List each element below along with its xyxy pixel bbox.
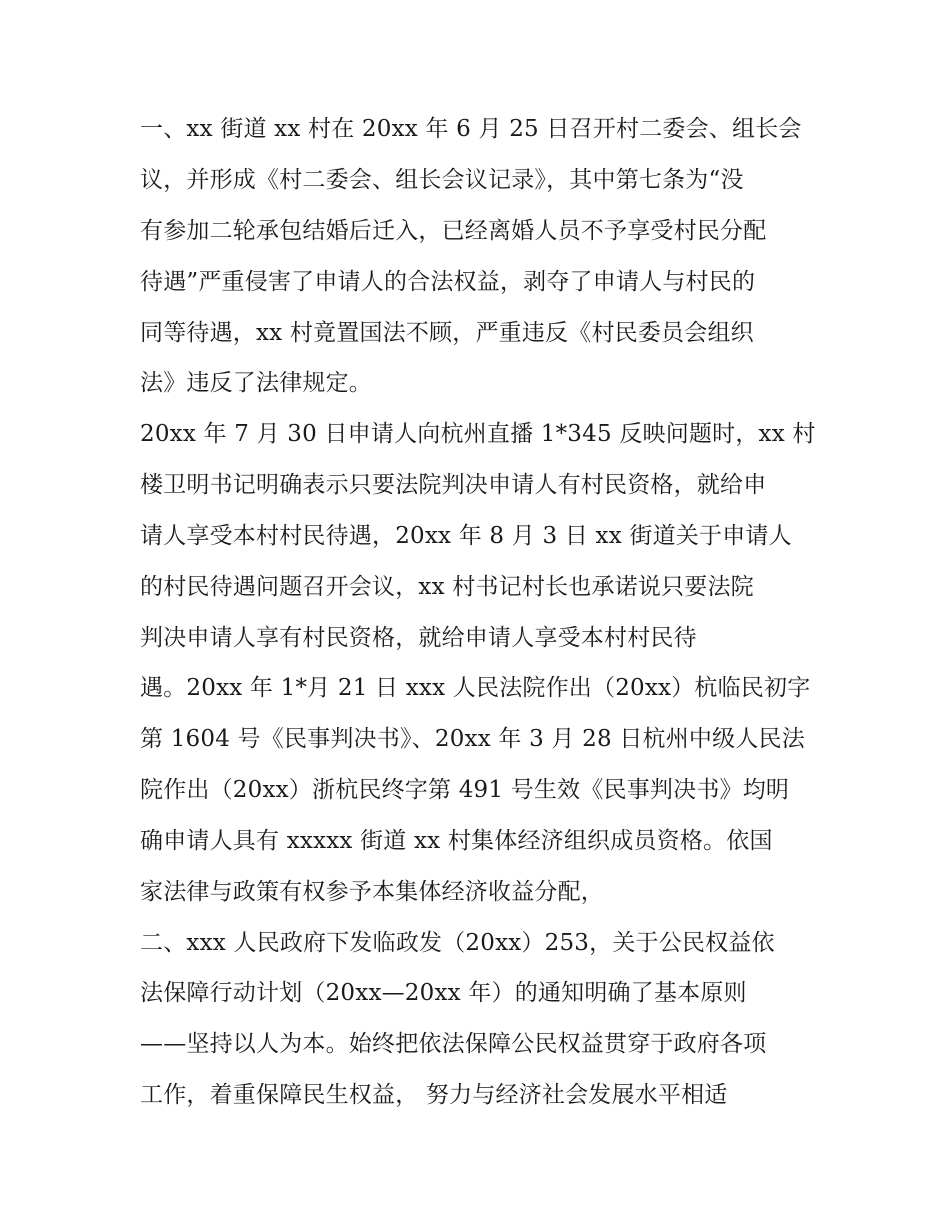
- text-line-12: 遇。20xx 年 1*月 21 日 xxx 人民法院作出（20xx）杭临民初字: [140, 675, 811, 701]
- text-line-17: 二、xxx 人民政府下发临政发（20xx）253，关于公民权益依: [140, 930, 775, 956]
- text-line-11: 判决申请人享有村民资格，就给申请人享受本村村民待: [140, 625, 697, 651]
- text-line-3: 有参加二轮承包结婚后迁入，已经离婚人员不予享受村民分配: [140, 218, 767, 244]
- text-line-6: 法》违反了法律规定。: [140, 370, 372, 396]
- text-line-8: 楼卫明书记明确表示只要法院判决申请人有村民资格，就给申: [140, 472, 767, 498]
- text-line-4: 待遇”严重侵害了申请人的合法权益，剥夺了申请人与村民的: [140, 269, 756, 295]
- text-line-20: 工作，着重保障民生权益， 努力与经济社会发展水平相适: [140, 1082, 728, 1108]
- text-line-1: 一、xx 街道 xx 村在 20xx 年 6 月 25 日召开村二委会、组长会: [140, 116, 802, 142]
- text-line-10: 的村民待遇问题召开会议，xx 村书记村长也承诺说只要法院: [140, 574, 754, 600]
- text-line-15: 确申请人具有 xxxxx 街道 xx 村集体经济组织成员资格。依国: [140, 828, 773, 854]
- text-line-14: 院作出（20xx）浙杭民终字第 491 号生效《民事判决书》均明: [140, 777, 790, 803]
- text-line-16: 家法律与政策有权参予本集体经济收益分配，: [140, 879, 604, 905]
- text-line-2: 议，并形成《村二委会、组长会议记录》，其中第七条为“没: [140, 167, 744, 193]
- text-line-18: 法保障行动计划（20xx—20xx 年）的通知明确了基本原则: [140, 980, 747, 1006]
- text-line-5: 同等待遇，xx 村竟置国法不顾，严重违反《村民委员会组织: [140, 320, 754, 346]
- text-line-13: 第 1604 号《民事判决书》、20xx 年 3 月 28 日杭州中级人民法: [140, 726, 805, 752]
- text-line-9: 请人享受本村村民待遇，20xx 年 8 月 3 日 xx 街道关于申请人: [140, 523, 792, 549]
- text-line-19: ——坚持以人为本。始终把依法保障公民权益贯穿于政府各项: [140, 1031, 767, 1057]
- text-line-7: 20xx 年 7 月 30 日申请人向杭州直播 1*345 反映问题时，xx 村: [140, 421, 816, 447]
